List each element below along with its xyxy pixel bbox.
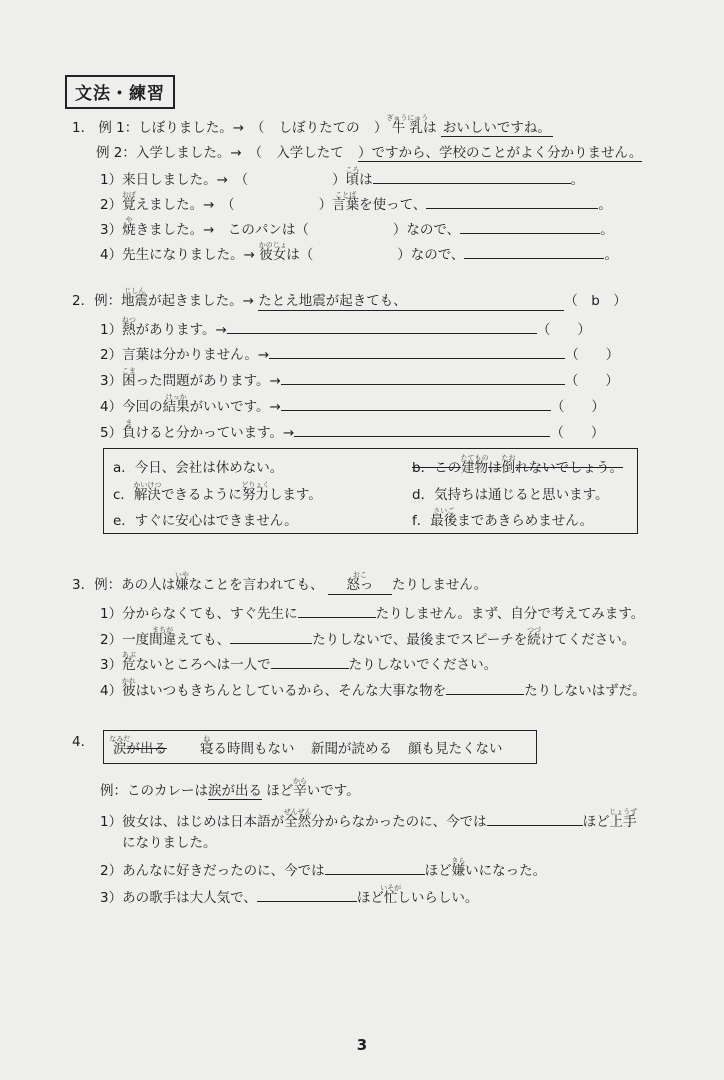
answer-blank[interactable] <box>373 168 571 184</box>
q2-item-3: 3） こま 困った問題があります。→ （ ） <box>100 367 619 389</box>
choice-blank[interactable]: （ ） <box>565 347 620 363</box>
answer-blank[interactable] <box>271 653 349 669</box>
q2-item-1: 1） ねつ 熱があります。→ （ ） <box>100 316 591 338</box>
example-answer: おいしいですね。 <box>442 120 551 136</box>
ruby-word: ぎゅうにゅう 牛 乳 <box>386 114 429 136</box>
example-answer: 怒っ <box>346 577 374 593</box>
q1-item-2: 2） おぼ 覚えました。→ （ ） ことば 言葉を使って、 。 <box>100 191 612 213</box>
q4-option: 新聞が読める <box>311 741 392 757</box>
q1-item-3: 3） や 焼きました。→ このパンは（ ）なので、 。 <box>100 216 614 238</box>
example-answer: しぼりたての <box>278 120 360 136</box>
answer-blank[interactable] <box>487 810 583 826</box>
answer-blank[interactable] <box>298 602 376 618</box>
q2-option-b: b．この たてもの 建物は たお 倒れないでしょう。 <box>412 454 624 476</box>
answer-blank[interactable] <box>426 193 598 209</box>
q4-item-3: 3）あの歌手は大人気で、 ほど いそが 忙しいらしい。 <box>100 884 479 906</box>
page-number: 3 <box>356 1036 368 1054</box>
answer-blank[interactable] <box>446 679 524 695</box>
q3-item-2: 2）一度 まちが 間違えても、 たりしないで、最後までスピーチを つづ 続けてください。 <box>100 626 636 648</box>
q3-item-1: 1）分からなくても、すぐ先生に たりしません。まず、自分で考えてみます。 <box>100 602 644 623</box>
q1-item-4: 4）先生になりました。→ かのじょ 彼女は（ ）なので、 。 <box>100 241 618 263</box>
question-number: 1． <box>72 120 95 136</box>
q3-example: 3．例：あの人は いや 嫌なことを言われても、 おこ 怒っ たりしません。 <box>72 571 488 593</box>
answer-blank[interactable] <box>227 318 537 334</box>
answer-blank[interactable] <box>294 421 550 437</box>
q2-example: 2．例： じしん 地震が起きました。→ たとえ地震が起きても、 （ b ） <box>72 287 627 309</box>
q4-option: 顔も見たくない <box>408 741 503 757</box>
q1-example-1: 1． 例 1：しぼりました。→ （ しぼりたての ） ぎゅうにゅう 牛 乳は おいしいですね。 <box>72 114 551 136</box>
q2-option-c: c． かいけつ 解決できるように どりょく 努力します。 <box>113 481 322 503</box>
answer-blank[interactable] <box>464 243 604 259</box>
q1-example-2: 例 2：入学しました。→ （ 入学したて ）ですから、学校のことがよく分かりません。 <box>96 145 643 161</box>
answer-blank[interactable] <box>269 343 565 359</box>
choice-blank[interactable]: （ ） <box>550 425 605 441</box>
answer-blank[interactable] <box>257 886 357 902</box>
q2-item-5: 5） ま 負けると分かっています。→ （ ） <box>100 419 605 441</box>
example-answer: 涙が出る <box>208 783 262 799</box>
example-answer: たとえ地震が起きても、 <box>258 292 564 311</box>
q4-item-1: 1）彼女は、はじめは日本語が ぜんぜん 全然分からなかったのに、今では ほど じょうず 上手 <box>100 808 638 830</box>
example-answer: 入学したて <box>276 145 344 161</box>
q3-item-3: 3） あぶ 危ないところへは一人で たりしないでください。 <box>100 651 498 673</box>
answer-blank[interactable] <box>460 218 600 234</box>
q4-option: なみだ 涙が出る <box>109 735 167 757</box>
q4-item-2: 2）あんなに好きだったのに、今では ほど きら 嫌いになった。 <box>100 857 547 879</box>
question-number: 3． <box>72 577 95 593</box>
q2-option-e: e．すぐに安心はできません。 <box>113 513 298 529</box>
question-number: 4． <box>72 734 95 750</box>
answer-blank[interactable] <box>281 369 565 385</box>
q2-option-d: d．気持ちは通じると思います。 <box>412 487 609 503</box>
q2-item-2: 2）言葉は分かりません。→ （ ） <box>100 343 619 364</box>
q2-option-f: f． さいご 最後まであきらめません。 <box>412 507 594 529</box>
answer-blank[interactable] <box>325 859 425 875</box>
choice-blank[interactable]: （ ） <box>564 373 619 389</box>
q4-item-1-cont: になりました。 <box>122 835 217 851</box>
q2-option-a: a．今日、会社は休めない。 <box>113 460 284 476</box>
q4-option: ね 寝る時間もない <box>200 735 295 757</box>
choice-blank[interactable]: （ ） <box>536 322 591 338</box>
section-title: 文法・練習 <box>65 75 175 109</box>
question-number: 2． <box>72 293 95 309</box>
choice-blank[interactable]: （ ） <box>550 399 605 415</box>
answer-blank[interactable] <box>281 395 551 411</box>
q2-item-4: 4）今回の けっか 結果がいいです。→ （ ） <box>100 393 605 415</box>
q1-item-1: 1）来日しました。→ （ ） ころ 頃は 。 <box>100 166 585 188</box>
q4-example: 例：このカレーは涙が出る ほど から 辛いです。 <box>100 777 360 799</box>
q3-item-4: 4） かれ 彼はいつもきちんとしているから、そんな大事な物を たりしないはずだ。 <box>100 677 646 699</box>
answer-blank[interactable] <box>230 628 312 644</box>
